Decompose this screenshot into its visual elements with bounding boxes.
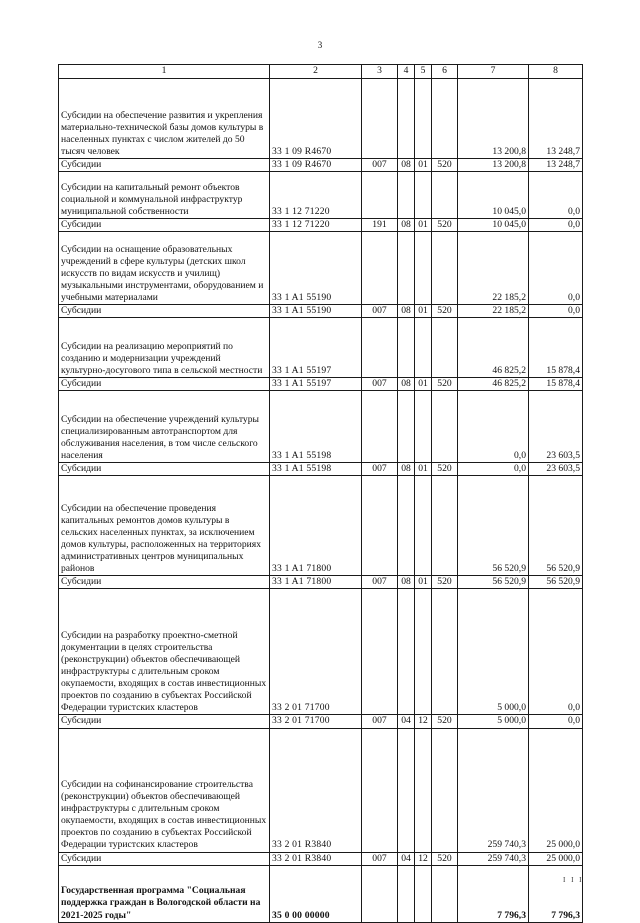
row-col4 [398,391,415,463]
row-value-col7: 22 185,2 [458,232,529,305]
row-col5 [415,728,432,852]
row-col4: 08 [398,159,415,172]
row-code: 33 1 A1 55197 [270,378,362,391]
row-code: 33 1 A1 55198 [270,463,362,476]
row-code: 35 0 00 00000 [270,865,362,922]
row-value-col8: 0,0 [529,172,583,219]
row-code: 33 1 A1 55197 [270,318,362,378]
row-value-col8: 7 796,3 [529,865,583,922]
header-cell: 6 [432,65,458,79]
row-col6 [432,589,458,715]
row-name: Субсидии [59,463,270,476]
row-col3: 007 [362,852,398,865]
row-col5 [415,476,432,576]
table-row [59,219,583,232]
row-value-col7: 10 045,0 [458,219,529,232]
header-row [59,65,583,79]
row-value-col7: 7 796,3 [458,865,529,922]
row-col5 [415,865,432,922]
row-col4: 04 [398,852,415,865]
table-row [59,232,583,305]
row-name: Субсидии на капитальный ремонт объектов социальной и коммунальной инфраструктур муниципальной собственности [59,172,270,219]
row-col3 [362,728,398,852]
row-col4: 08 [398,305,415,318]
row-code: 33 1 A1 55198 [270,391,362,463]
row-col5 [415,391,432,463]
row-col6: 520 [432,463,458,476]
row-col6: 520 [432,219,458,232]
row-col6: 520 [432,159,458,172]
row-value-col8: 15 878,4 [529,318,583,378]
row-value-col8: 56 520,9 [529,476,583,576]
row-name: Субсидии [59,159,270,172]
row-value-col7: 0,0 [458,391,529,463]
row-name: Субсидии на обеспечение проведения капитальных ремонтов домов культуры в сельских населенных пунктах, за исключением домов культуры, расположенных на территориях административных центров муниципальных районов [59,476,270,576]
table-row [59,378,583,391]
row-col5: 01 [415,576,432,589]
row-name: Субсидии [59,378,270,391]
row-name: Субсидии [59,852,270,865]
row-value-col8: 23 603,5 [529,463,583,476]
row-col4 [398,476,415,576]
row-col6: 520 [432,378,458,391]
row-col3 [362,172,398,219]
table-row [59,589,583,715]
table-row [59,476,583,576]
row-col3 [362,391,398,463]
row-col5: 01 [415,159,432,172]
row-name: Субсидии на оснащение образовательных учреждений в сфере культуры (детских школ искусств по видам искусств и училищ) музыкальными инструментами, оборудованием и учебными материалами [59,232,270,305]
header-cell: 1 [59,65,270,79]
row-value-col7: 13 200,8 [458,79,529,159]
row-col5 [415,318,432,378]
row-col6 [432,318,458,378]
row-value-col7: 46 825,2 [458,318,529,378]
row-code: 33 1 09 R4670 [270,79,362,159]
row-value-col8: 25 000,0 [529,728,583,852]
row-value-col8: 13 248,7 [529,159,583,172]
row-col6 [432,391,458,463]
row-col5: 12 [415,715,432,728]
row-col3 [362,865,398,922]
row-col6 [432,728,458,852]
row-code: 33 1 A1 55190 [270,305,362,318]
row-col4: 08 [398,576,415,589]
row-col4 [398,79,415,159]
row-name: Субсидии на софинансирование строительства (реконструкции) объектов обеспечивающей инфраструктуры с длительным сроком окупаемости, входящих в состав инвестиционных проектов по созданию в субъектах Российской Федерации туристских кластеров [59,728,270,852]
row-col6 [432,172,458,219]
row-col4 [398,728,415,852]
row-value-col8: 15 878,4 [529,378,583,391]
row-value-col8: 0,0 [529,589,583,715]
row-col3 [362,318,398,378]
row-col4 [398,172,415,219]
footer-mark: I I I [563,876,584,884]
row-value-col7: 13 200,8 [458,159,529,172]
row-value-col7: 10 045,0 [458,172,529,219]
row-col3: 007 [362,715,398,728]
row-value-col8: 0,0 [529,305,583,318]
row-value-col7: 5 000,0 [458,589,529,715]
row-name: Субсидии на обеспечение учреждений культуры специализированным автотранспортом для обслуживания населения, в том числе сельского населения [59,391,270,463]
row-col6 [432,79,458,159]
row-col3: 007 [362,378,398,391]
row-name: Государственная программа "Социальная поддержка граждан в Вологодской области на 2021-2025 годы" [59,865,270,922]
table-row [59,172,583,219]
row-value-col7: 56 520,9 [458,476,529,576]
table-row [59,318,583,378]
row-code: 33 1 A1 71800 [270,576,362,589]
row-col6 [432,865,458,922]
row-code: 33 2 01 71700 [270,715,362,728]
header-cell: 4 [398,65,415,79]
row-col4 [398,589,415,715]
row-code: 33 2 01 R3840 [270,852,362,865]
row-col3 [362,79,398,159]
row-value-col7: 259 740,3 [458,728,529,852]
header-cell: 5 [415,65,432,79]
row-col3: 191 [362,219,398,232]
row-col3 [362,476,398,576]
row-value-col8: 56 520,9 [529,576,583,589]
row-col6: 520 [432,305,458,318]
row-col3 [362,232,398,305]
row-col6: 520 [432,852,458,865]
table-row [59,728,583,852]
row-col4: 08 [398,463,415,476]
row-col4 [398,318,415,378]
row-value-col8: 13 248,7 [529,79,583,159]
row-value-col8: 0,0 [529,715,583,728]
row-code: 33 1 A1 71800 [270,476,362,576]
row-col4: 08 [398,219,415,232]
row-value-col8: 0,0 [529,219,583,232]
table-row [59,715,583,728]
row-value-col7: 259 740,3 [458,852,529,865]
header-cell: 2 [270,65,362,79]
row-col5 [415,589,432,715]
row-col4 [398,865,415,922]
row-col3: 007 [362,159,398,172]
row-code: 33 1 12 71220 [270,219,362,232]
row-col3: 007 [362,463,398,476]
row-code: 33 2 01 71700 [270,589,362,715]
row-col5: 01 [415,219,432,232]
table-row [59,852,583,865]
row-col3: 007 [362,576,398,589]
row-col6 [432,476,458,576]
row-name: Субсидии на реализацию мероприятий по созданию и модернизации учреждений культурно-досугового типа в сельской местности [59,318,270,378]
page-number: 3 [317,40,323,50]
row-value-col7: 5 000,0 [458,715,529,728]
row-col6 [432,232,458,305]
table-row [59,463,583,476]
row-col6: 520 [432,715,458,728]
header-cell: 7 [458,65,529,79]
row-value-col7: 46 825,2 [458,378,529,391]
row-code: 33 1 09 R4670 [270,159,362,172]
row-value-col7: 22 185,2 [458,305,529,318]
table-row [59,79,583,159]
row-col4 [398,232,415,305]
row-col4: 04 [398,715,415,728]
row-value-col8: 25 000,0 [529,852,583,865]
row-name: Субсидии на обеспечение развития и укрепления материально-технической базы домов культуры в населенных пунктах с числом жителей до 50 тысяч человек [59,79,270,159]
row-code: 33 1 A1 55190 [270,232,362,305]
table-row [59,576,583,589]
row-name: Субсидии [59,715,270,728]
table-row [59,159,583,172]
row-col5: 01 [415,463,432,476]
row-col5: 01 [415,378,432,391]
row-name: Субсидии [59,576,270,589]
row-col5: 01 [415,305,432,318]
table-row [59,305,583,318]
row-col4: 08 [398,378,415,391]
row-value-col7: 56 520,9 [458,576,529,589]
row-col5: 12 [415,852,432,865]
header-cell: 3 [362,65,398,79]
row-value-col8: 0,0 [529,232,583,305]
program-total-row [59,865,583,922]
row-col6: 520 [432,576,458,589]
row-code: 33 2 01 R3840 [270,728,362,852]
row-col3: 007 [362,305,398,318]
row-name: Субсидии [59,305,270,318]
row-col3 [362,589,398,715]
row-name: Субсидии [59,219,270,232]
row-col5 [415,232,432,305]
header-cell: 8 [529,65,583,79]
table-row [59,391,583,463]
row-col5 [415,79,432,159]
budget-table [58,64,583,923]
row-value-col8: 23 603,5 [529,391,583,463]
row-code: 33 1 12 71220 [270,172,362,219]
row-value-col7: 0,0 [458,463,529,476]
row-name: Субсидии на разработку проектно-сметной документации в целях строительства (реконструкции) объектов обеспечивающей инфраструктуры с длительным сроком окупаемости, входящих в состав инвестиционных проектов по созданию в субъектах Российской Федерации туристских кластеров [59,589,270,715]
row-col5 [415,172,432,219]
